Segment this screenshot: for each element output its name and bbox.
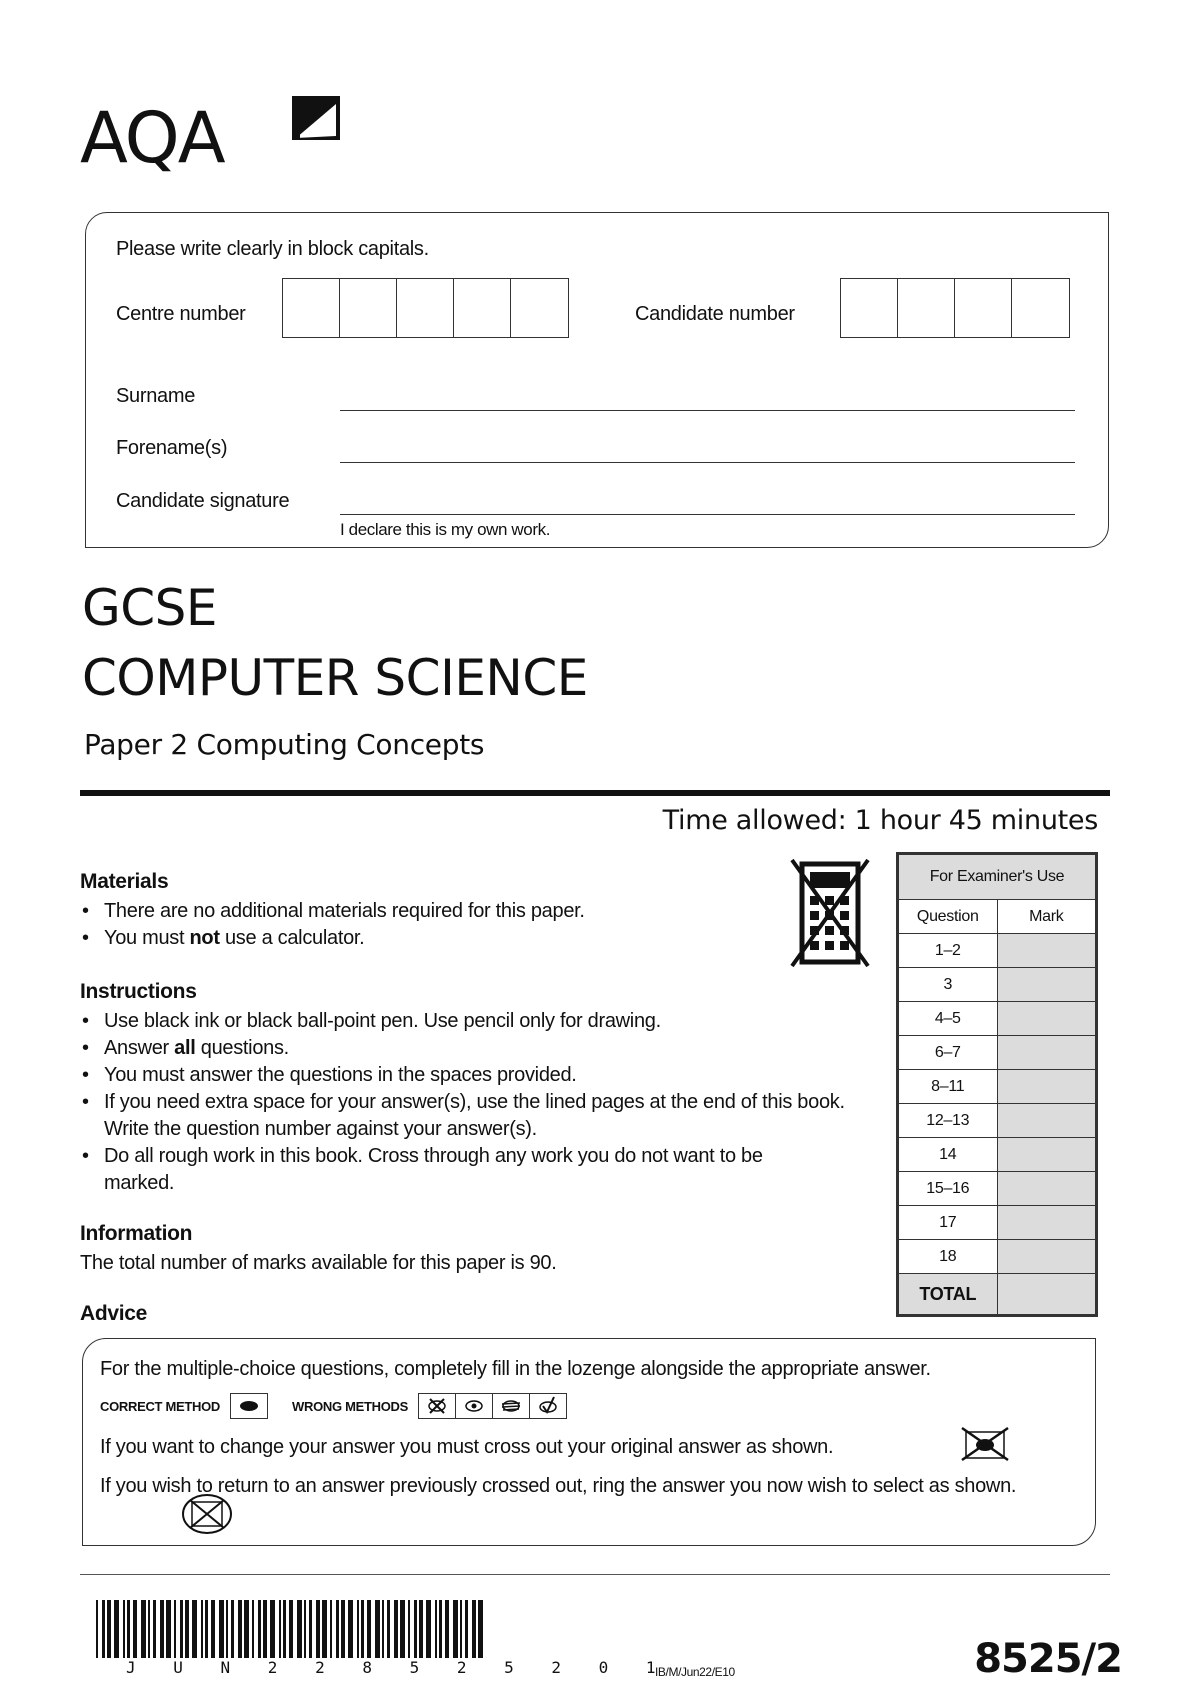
list-item: • Use black ink or black ball-point pen. Use pencil only for drawing. bbox=[80, 1008, 870, 1035]
barcode-bar bbox=[205, 1600, 208, 1658]
aqa-logo bbox=[80, 88, 350, 188]
candidate-number-boxes[interactable] bbox=[840, 278, 1070, 338]
barcode-bar bbox=[201, 1600, 203, 1658]
barcode-bar bbox=[435, 1600, 437, 1658]
barcode-bar bbox=[367, 1600, 371, 1658]
mark-cell bbox=[997, 1070, 1096, 1104]
barcode-bar bbox=[472, 1600, 476, 1658]
mark-cell bbox=[997, 1002, 1096, 1036]
paper-reference: IB/M/Jun22/E10 bbox=[655, 1665, 735, 1679]
table-row bbox=[899, 1206, 1096, 1240]
paper-code: 8525/2 bbox=[974, 1636, 1122, 1682]
barcode-bar bbox=[226, 1600, 228, 1658]
dotted-lozenge-icon bbox=[455, 1393, 493, 1419]
barcode-bar bbox=[330, 1600, 332, 1658]
barcode-bar bbox=[387, 1600, 390, 1658]
question-cell: 12–13 bbox=[899, 1104, 998, 1138]
barcode-bar bbox=[348, 1600, 353, 1658]
barcode-bar bbox=[309, 1600, 312, 1658]
barcode-bar bbox=[107, 1600, 111, 1658]
barcode-bar bbox=[283, 1600, 286, 1658]
list-item: • If you need extra space for your answer(s), use the lined pages at the end of this book. Write the question number against your answer(s). bbox=[80, 1089, 870, 1143]
footer-divider bbox=[80, 1574, 1110, 1575]
barcode-bar bbox=[133, 1600, 137, 1658]
wrong-methods-label: WRONG METHODS bbox=[292, 1398, 409, 1414]
mark-cell bbox=[997, 1206, 1096, 1240]
forenames-field[interactable] bbox=[340, 462, 1075, 463]
question-cell: 8–11 bbox=[899, 1070, 998, 1104]
barcode-bar bbox=[102, 1600, 105, 1658]
barcode-bar bbox=[341, 1600, 345, 1658]
question-cell: 1–2 bbox=[899, 934, 998, 968]
barcode-bar bbox=[375, 1600, 380, 1658]
barcode-bar bbox=[244, 1600, 249, 1658]
materials-list bbox=[80, 898, 780, 952]
method-examples bbox=[100, 1393, 567, 1419]
logo-text: AQA bbox=[80, 97, 224, 179]
barcode-bar bbox=[394, 1600, 398, 1658]
return-answer-text: If you wish to return to an answer previously crossed out, ring the answer you now wish to select as shown. bbox=[100, 1475, 1017, 1497]
mark-cell bbox=[997, 1172, 1096, 1206]
candidate-number-digit[interactable] bbox=[898, 279, 955, 337]
barcode-bar bbox=[289, 1600, 293, 1658]
barcode-bar bbox=[297, 1600, 302, 1658]
subject-title: COMPUTER SCIENCE bbox=[82, 649, 588, 707]
barcode-bar bbox=[238, 1600, 242, 1658]
list-item: • Answer all questions. bbox=[80, 1035, 870, 1062]
barcode-bar bbox=[400, 1600, 405, 1658]
table-row bbox=[899, 1274, 1096, 1315]
total-label: TOTAL bbox=[899, 1274, 998, 1315]
barcode-bar bbox=[153, 1600, 156, 1658]
no-calculator-icon bbox=[788, 856, 872, 970]
barcode-bar bbox=[141, 1600, 146, 1658]
surname-label: Surname bbox=[116, 385, 196, 407]
correct-method-lozenge-icon bbox=[230, 1393, 268, 1419]
barcode-bar bbox=[192, 1600, 197, 1658]
barcode-bar bbox=[258, 1600, 261, 1658]
ringed-answer-icon bbox=[180, 1492, 234, 1536]
barcode-bar bbox=[114, 1600, 119, 1658]
scribbled-lozenge-icon bbox=[492, 1393, 530, 1419]
wrong-methods-lozenges bbox=[418, 1393, 567, 1419]
examiners-use-heading: For Examiner's Use bbox=[899, 855, 1096, 900]
barcode-bar bbox=[419, 1600, 423, 1658]
table-row bbox=[899, 934, 1096, 968]
barcode-bar bbox=[180, 1600, 183, 1658]
declaration-text: I declare this is my own work. bbox=[340, 520, 551, 539]
barcode-bar bbox=[460, 1600, 462, 1658]
mark-cell bbox=[997, 1036, 1096, 1070]
barcode-bar bbox=[322, 1600, 327, 1658]
candidate-number-digit[interactable] bbox=[955, 279, 1012, 337]
barcode-bar bbox=[270, 1600, 275, 1658]
centre-number-digit[interactable] bbox=[340, 279, 397, 337]
candidate-number-digit[interactable] bbox=[841, 279, 898, 337]
barcode-bar bbox=[336, 1600, 339, 1658]
logo-flag-icon bbox=[288, 92, 344, 148]
barcode-bar bbox=[148, 1600, 150, 1658]
question-cell: 3 bbox=[899, 968, 998, 1002]
surname-field[interactable] bbox=[340, 410, 1075, 411]
candidate-number-digit[interactable] bbox=[1012, 279, 1069, 337]
table-row bbox=[899, 1138, 1096, 1172]
advice-lozenge-text: For the multiple-choice questions, completely fill in the lozenge alongside the appropriate answer. bbox=[100, 1358, 931, 1380]
instructions-heading: Instructions bbox=[80, 980, 197, 1003]
centre-number-digit[interactable] bbox=[283, 279, 340, 337]
barcode-bar bbox=[219, 1600, 224, 1658]
advice-heading: Advice bbox=[80, 1302, 148, 1325]
time-allowed: Time allowed: 1 hour 45 minutes bbox=[662, 805, 1098, 836]
ticked-lozenge-icon bbox=[529, 1393, 567, 1419]
barcode-bar bbox=[96, 1600, 98, 1658]
barcode-bar bbox=[426, 1600, 431, 1658]
mark-cell bbox=[997, 968, 1096, 1002]
candidate-number-label: Candidate number bbox=[635, 303, 795, 325]
barcode-bar bbox=[304, 1600, 306, 1658]
centre-number-digit[interactable] bbox=[397, 279, 454, 337]
barcode-bar bbox=[439, 1600, 442, 1658]
list-item-text: You must not use a calculator. bbox=[104, 927, 365, 949]
barcode-bar bbox=[478, 1600, 483, 1658]
barcode-bar bbox=[231, 1600, 234, 1658]
forenames-label: Forename(s) bbox=[116, 437, 228, 459]
table-row bbox=[899, 1002, 1096, 1036]
question-cell: 6–7 bbox=[899, 1036, 998, 1070]
question-cell: 18 bbox=[899, 1240, 998, 1274]
mark-cell bbox=[997, 1240, 1096, 1274]
table-row bbox=[899, 1104, 1096, 1138]
barcode-icon bbox=[96, 1600, 486, 1658]
centre-number-label: Centre number bbox=[116, 303, 246, 325]
list-item: • There are no additional materials required for this paper. bbox=[80, 898, 780, 925]
barcode-bar bbox=[174, 1600, 176, 1658]
signature-label: Candidate signature bbox=[116, 490, 290, 512]
table-row bbox=[899, 1036, 1096, 1070]
list-item bbox=[80, 925, 780, 952]
table-row bbox=[899, 1240, 1096, 1274]
barcode-bar bbox=[211, 1600, 215, 1658]
materials-heading: Materials bbox=[80, 870, 169, 893]
signature-field[interactable] bbox=[340, 514, 1075, 515]
instructions-list bbox=[80, 1008, 870, 1197]
barcode-bar bbox=[160, 1600, 164, 1658]
paper-title: Paper 2 Computing Concepts bbox=[84, 728, 485, 761]
crossed-lozenge-icon bbox=[418, 1393, 456, 1419]
mark-cell bbox=[997, 1104, 1096, 1138]
barcode-bar bbox=[127, 1600, 130, 1658]
barcode-bar bbox=[279, 1600, 281, 1658]
barcode-bar bbox=[357, 1600, 359, 1658]
question-cell: 15–16 bbox=[899, 1172, 998, 1206]
correct-method-label: CORRECT METHOD bbox=[100, 1398, 221, 1414]
title-divider bbox=[80, 790, 1110, 796]
table-row bbox=[899, 1172, 1096, 1206]
question-cell: 4–5 bbox=[899, 1002, 998, 1036]
barcode-bar bbox=[166, 1600, 171, 1658]
change-answer-text: If you want to change your answer you must cross out your original answer as shown. bbox=[100, 1436, 834, 1458]
question-column-header: Question bbox=[899, 900, 998, 934]
barcode-bar bbox=[361, 1600, 364, 1658]
barcode-digits: J U N 2 2 8 5 2 5 2 0 1 bbox=[126, 1658, 670, 1677]
block-capitals-instruction: Please write clearly in block capitals. bbox=[116, 238, 429, 260]
mark-cell bbox=[997, 934, 1096, 968]
information-heading: Information bbox=[80, 1222, 193, 1245]
table-row bbox=[899, 968, 1096, 1002]
question-cell: 14 bbox=[899, 1138, 998, 1172]
information-text: The total number of marks available for this paper is 90. bbox=[80, 1252, 557, 1274]
barcode-bar bbox=[185, 1600, 189, 1658]
question-cell: 17 bbox=[899, 1206, 998, 1240]
table-row bbox=[899, 1070, 1096, 1104]
list-item: • You must answer the questions in the spaces provided. bbox=[80, 1062, 870, 1089]
centre-number-digit[interactable] bbox=[511, 279, 568, 337]
total-mark-cell bbox=[997, 1274, 1096, 1315]
barcode-bar bbox=[382, 1600, 384, 1658]
barcode-bar bbox=[445, 1600, 449, 1658]
centre-number-boxes[interactable] bbox=[282, 278, 569, 338]
barcode-bar bbox=[263, 1600, 267, 1658]
examiners-use-table bbox=[896, 852, 1098, 1317]
barcode-bar bbox=[252, 1600, 254, 1658]
barcode-bar bbox=[465, 1600, 468, 1658]
list-item: • Do all rough work in this book. Cross through any work you do not want to be marked. bbox=[80, 1143, 870, 1197]
qualification-title: GCSE bbox=[82, 579, 217, 637]
barcode-bar bbox=[414, 1600, 417, 1658]
barcode-bar bbox=[408, 1600, 410, 1658]
barcode-bar bbox=[453, 1600, 458, 1658]
barcode-bar bbox=[316, 1600, 320, 1658]
barcode-bar bbox=[123, 1600, 125, 1658]
mark-column-header: Mark bbox=[997, 900, 1096, 934]
mark-cell bbox=[997, 1138, 1096, 1172]
crossed-out-answer-icon bbox=[960, 1426, 1010, 1464]
centre-number-digit[interactable] bbox=[454, 279, 511, 337]
